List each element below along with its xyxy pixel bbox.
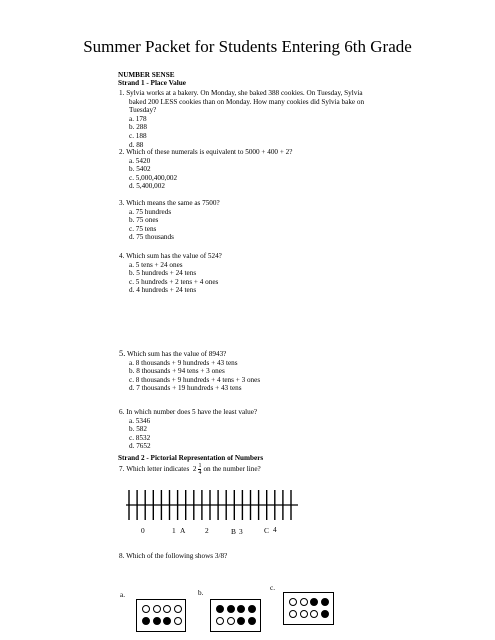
empty-circle bbox=[142, 605, 150, 613]
option-c: c. 188 bbox=[129, 131, 147, 140]
question-6-stem: 6. In which number does 5 have the least value? bbox=[119, 408, 258, 416]
question-1-stem: 1. Sylvia works at a bakery. On Monday, she baked 388 cookies. On Tuesday, Sylvia bbox=[119, 89, 363, 97]
empty-circle bbox=[174, 605, 182, 613]
option-c: c. 75 tens bbox=[129, 224, 157, 233]
empty-circle bbox=[174, 617, 182, 625]
number-line-ticks bbox=[126, 490, 298, 520]
section-heading: NUMBER SENSE bbox=[118, 71, 175, 79]
option-c-label: c. bbox=[270, 584, 275, 592]
option-b: b. 288 bbox=[129, 123, 147, 132]
fraction-numerator: 1 bbox=[198, 463, 202, 469]
filled-circle bbox=[227, 605, 235, 613]
question-2 bbox=[119, 148, 292, 191]
option-a: a. 5420 bbox=[129, 156, 151, 165]
filled-circle bbox=[321, 598, 329, 606]
question-3 bbox=[119, 199, 220, 242]
question-8: 8. Which of the following shows 3/8? bbox=[119, 552, 228, 560]
option-b-box[interactable] bbox=[210, 599, 261, 632]
empty-circle bbox=[163, 605, 171, 613]
question-5-stem: 5. Which sum has the value of 8943? bbox=[119, 349, 227, 358]
number-line-label-3: 3 bbox=[239, 527, 243, 536]
question-1-stem-line-2: baked 200 LESS cookies than on Monday. How many cookies did Sylvia bake on bbox=[129, 97, 365, 106]
question-1-stem-line-3: Tuesday? bbox=[129, 106, 157, 115]
mixed-number-fraction bbox=[198, 463, 201, 476]
question-1 bbox=[119, 89, 364, 149]
number-line-label-2: 2 bbox=[205, 526, 209, 535]
option-a-box[interactable] bbox=[136, 599, 186, 632]
option-a-label: a. bbox=[120, 591, 125, 599]
option-a: a. 178 bbox=[129, 114, 147, 123]
option-c-box[interactable] bbox=[283, 592, 334, 625]
question-5 bbox=[119, 350, 260, 393]
question-4-stem: 4. Which sum has the value of 524? bbox=[119, 252, 222, 260]
option-b: b. 75 ones bbox=[129, 216, 159, 225]
number-line bbox=[110, 484, 310, 526]
question-7-number: 7. bbox=[119, 465, 125, 474]
filled-circle bbox=[237, 605, 245, 613]
option-a: a. 5346 bbox=[129, 416, 151, 425]
number-line-label-C: C bbox=[264, 526, 269, 535]
empty-circle bbox=[216, 617, 224, 625]
option-b: b. 8 thousands + 94 tens + 3 ones bbox=[129, 367, 225, 376]
option-a: a. 5 tens + 24 ones bbox=[129, 260, 183, 269]
question-7-stem-end: on the number line? bbox=[203, 465, 261, 474]
question-4 bbox=[119, 252, 222, 295]
filled-circle bbox=[163, 617, 171, 625]
filled-circle bbox=[153, 617, 161, 625]
option-d: d. 4 hundreds + 24 tens bbox=[129, 286, 197, 295]
empty-circle bbox=[289, 598, 297, 606]
option-d: d. 7652 bbox=[129, 442, 151, 451]
option-b: b. 5402 bbox=[129, 165, 151, 174]
empty-circle bbox=[153, 605, 161, 613]
empty-circle bbox=[227, 617, 235, 625]
page-title: Summer Packet for Students Entering 6th Grade bbox=[83, 37, 412, 56]
empty-circle bbox=[300, 598, 308, 606]
option-c: c. 8532 bbox=[129, 433, 151, 442]
filled-circle bbox=[216, 605, 224, 613]
empty-circle bbox=[289, 610, 297, 618]
question-7 bbox=[119, 463, 261, 476]
option-d: d. 88 bbox=[129, 140, 144, 149]
empty-circle bbox=[310, 610, 318, 618]
filled-circle bbox=[310, 598, 318, 606]
option-a: a. 75 hundreds bbox=[129, 207, 172, 216]
filled-circle bbox=[142, 617, 150, 625]
filled-circle bbox=[321, 610, 329, 618]
question-2-stem: 2. Which of these numerals is equivalent to 5000 + 400 + 2? bbox=[119, 148, 293, 156]
question-6 bbox=[119, 408, 257, 451]
fraction-denominator: 4 bbox=[198, 470, 202, 476]
option-b: b. 582 bbox=[129, 425, 147, 434]
option-c: c. 8 thousands + 9 hundreds + 4 tens + 3 ones bbox=[129, 375, 261, 384]
option-c: c. 5 hundreds + 2 tens + 4 ones bbox=[129, 277, 219, 286]
number-line-label-0: 0 bbox=[141, 526, 145, 535]
number-line-label-1: 1 bbox=[172, 526, 176, 535]
number-line-label-A: A bbox=[180, 526, 186, 535]
option-b-label: b. bbox=[198, 589, 204, 597]
strand-1-heading: Strand 1 - Place Value bbox=[118, 79, 186, 87]
empty-circle bbox=[300, 610, 308, 618]
option-c: c. 5,000,400,002 bbox=[129, 173, 178, 182]
strand-2-heading: Strand 2 - Pictorial Representation of Numbers bbox=[118, 454, 264, 462]
question-3-stem: 3. Which means the same as 7500? bbox=[119, 199, 220, 207]
option-b: b. 5 hundreds + 24 tens bbox=[129, 269, 197, 278]
option-d: d. 5,400,002 bbox=[129, 182, 165, 191]
option-d: d. 75 thousands bbox=[129, 233, 174, 242]
mixed-number-whole: 2 bbox=[192, 465, 197, 474]
number-line-label-B: B bbox=[231, 527, 236, 536]
filled-circle bbox=[248, 605, 256, 613]
option-d: d. 7 thousands + 19 hundreds + 43 tens bbox=[129, 384, 242, 393]
option-a: a. 8 thousands + 9 hundreds + 43 tens bbox=[129, 358, 238, 367]
filled-circle bbox=[237, 617, 245, 625]
question-7-stem-start: Which letter indicates bbox=[126, 465, 190, 474]
number-line-label-4: 4 bbox=[273, 525, 277, 534]
filled-circle bbox=[248, 617, 256, 625]
